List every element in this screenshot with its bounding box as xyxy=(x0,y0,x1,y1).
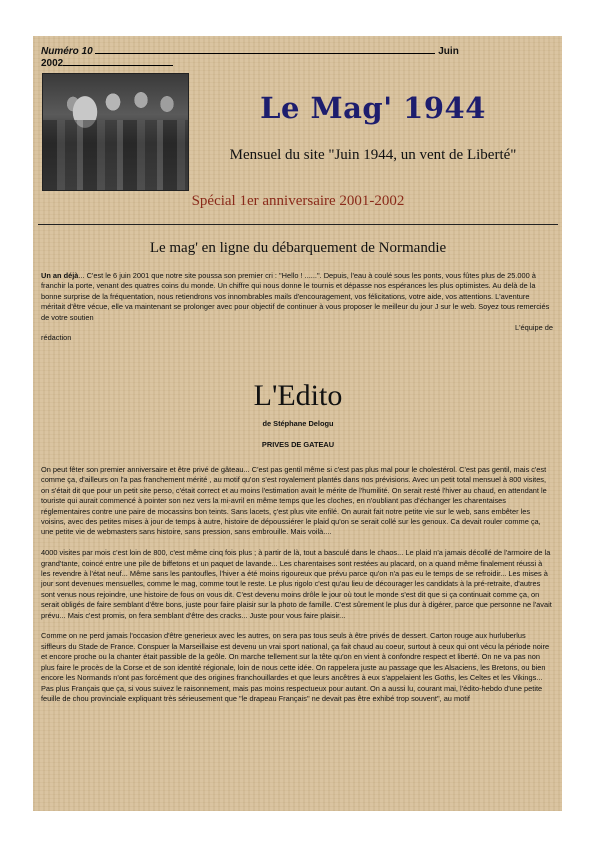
headline: Le mag' en ligne du débarquement de Normandie xyxy=(149,240,447,256)
edito-body xyxy=(41,465,553,715)
signature-right: L'équipe de xyxy=(515,323,553,333)
edito-paragraph: Comme on ne perd jamais l'occasion d'être generieux avec les autres, on sera pas tous seuls à être privés de dessert. Carton rouge aux hurluberlus siffleurs du Stade de France. Conspuer la Marseillaise est devenu un vrai sport national, ça fait chaud au coeur, surtout à ceux qui ont vécu la période noire et encore proche ou la chanter était passible de la geôle. On marche tellement sur la tête qu'on en vient à confondre respect et liberté. On ne va pas non plus faire le procès de la Corse et de son identité régionale, loin de nous cette idée. On rappelera juste au passage que les Alsaciens, les Bretons, ou bien encore les Normands n'ont pas forcément que des origines franchouillardes et que leurs ancêtres à eux s'appelaient les Goths, les Celtes et les Vikings... Pas plus Français que ça, si vous suivez le raisonnement, mais pas moins respectueux pour autant. On a aussi lu, courant mai, l'édito-hebdo d'une petite feuille de chou provinciale expliquant très sérieusement que "le drapeau Français" ne devait pas être exhibé trop souvent", au motif xyxy=(41,631,550,703)
historical-photo-icon xyxy=(42,73,189,191)
year-rule xyxy=(63,65,173,66)
intro-lead: Un an déjà xyxy=(41,271,79,280)
intro-paragraph xyxy=(41,271,553,344)
edito-title: L'Edito xyxy=(253,379,343,412)
edito-paragraph: On peut fêter son premier anniversaire et être privé de gâteau... C'est pas gentil même si c'est pas plus mal pour le cholestérol. C'est pas gentil, mais c'est comme ça, d'ailleurs on l'a pas franchement mérité , au motif qu'on s'est royalement plantés dans nos prévisions. Avec un petit total mensuel à 800 visites, on s'était dit que pour un petit site perso, c'était correct et au moins l'estimation avait le mérite de l'humilité. On serait resté l'hiver au chaud, en attendant le touriste qui aurait commencé à pointer son nez vers la mi-avril en même temps que les cloches, en n'oubliant pas d'échanger les charentaises réglementaires contre une paire de mocassins bon teints. Sans lacets, ç'est plus vite enfilé. On aurait fait notre petite vie sur le web, sans embêter les voisins, avec des petites mises à jour de temps à autre, histoire de dépoussiérer le plaid qu'on se serait collé sur les genoux. Ca devait rouler comme ça, une petite vie de webmasters sans histoire, sans pression, sans embrouille. Mais voilà.... xyxy=(41,465,547,537)
edito-byline: de Stéphane Delogu xyxy=(262,419,334,428)
magazine-page xyxy=(33,36,562,811)
edito-section-title: PRIVES DE GATEAU xyxy=(261,440,335,449)
issue-year: 2002 xyxy=(41,58,64,69)
issue-number: Numéro 10 xyxy=(41,46,93,57)
divider xyxy=(38,224,558,225)
issue-month: Juin xyxy=(438,46,459,57)
magazine-title: Le Mag' 1944 xyxy=(260,91,486,125)
issue-line xyxy=(41,46,551,70)
intro-text: ... C'est le 6 juin 2001 que notre site poussa son premier cri : "Hello ! ......". Depuis, l'eau à coulé sous les ponts, vous fûtes plus de 25.000 à franchir la porte, venant des quatres coins du monde. Un chiffre qui nous donne le tournis et dépasse nos espérances les plus optimistes. Au delà de la bonne surprise de la fréquentation, nous retiendrons vos innombrables mails d'encouragement, vos félicitations, votre aide, vos attentions. L'aventure méritait d'être vécue, elle va maintenant se prolonger avec pour objectif de continuer à vous proposer le meilleur du jour J sur le web. Soyez tous remerciés de votre soutien xyxy=(41,271,550,322)
signature-left: rédaction xyxy=(41,333,72,343)
magazine-subtitle: Mensuel du site "Juin 1944, un vent de Liberté" xyxy=(229,147,517,163)
issue-rule xyxy=(95,53,435,54)
edito-paragraph: 4000 visites par mois c'est loin de 800, c'est même cinq fois plus ; à partir de là, tout a basculé dans le chaos... Le plaid n'a jamais décollé de l'armoire de la grand'tante, coincé entre une pile de biffetons et un paquet de lavande... Les charentaises sont restées au placard, on a quand même finalement réussi à les revendre à l'état neuf... Même sans les pantoufles, l'hiver a été moins rigoureux que prévu parce qu'on n'a pas eu le temps de se refroidir... Les mises à jour sont devenues mensuelles, comme le mag, comme tout le reste. Le plus rigolo c'est qu'au lieu de décourager les candidats à la pré-retraite, d'autres sont venus nous rejoindre, une histoire de fous on vous dit. C'est devenu moins drôle le jour où tout le monde s'est dit que si ça continuait comme ça, on serait obligés de faire semblant d'être bons, juste pour faire plaisir sur la photo de famille. C'est sûrement le plus dur à digérer, parce que personne ne l'avait prévu... Mais c'est promis, on fera semblant d'être des cracks... Juste pour vous faire plaisir... xyxy=(41,548,552,620)
anniversary-banner: Spécial 1er anniversaire 2001-2002 xyxy=(191,193,405,209)
